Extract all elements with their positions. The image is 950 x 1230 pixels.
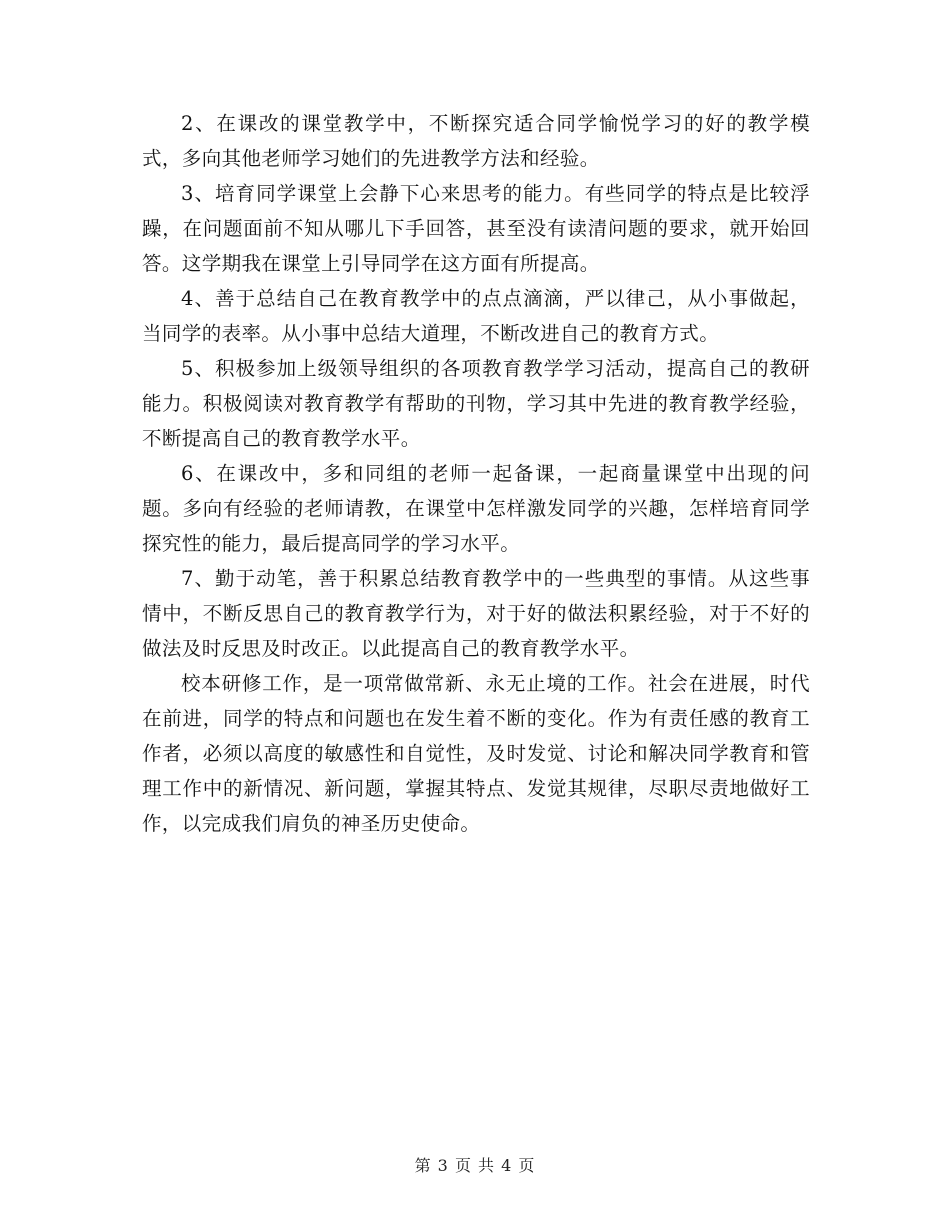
paragraph-item-5: 5、积极参加上级领导组织的各项教育教学学习活动，提高自己的教研能力。积极阅读对教育教学有帮助的刊物，学习其中先进的教育教学经验，不断提高自己的教育教学水平。	[142, 357, 810, 450]
page-number: 第 3 页 共 4 页	[414, 1156, 536, 1175]
body-text	[142, 106, 810, 841]
paragraph-item-7: 7、勤于动笔，善于积累总结教育教学中的一些典型的事情。从这些事情中，不断反思自己的教育教学行为，对于好的做法积累经验，对于不好的做法及时反思及时改正。以此提高自己的教育教学水平。	[142, 567, 810, 660]
paragraph-item-4: 4、善于总结自己在教育教学中的点点滴滴，严以律己，从小事做起，当同学的表率。从小事中总结大道理，不断改进自己的教育方式。	[142, 287, 810, 345]
paragraph-item-6: 6、在课改中，多和同组的老师一起备课，一起商量课堂中出现的问题。多向有经验的老师请教，在课堂中怎样激发同学的兴趣，怎样培育同学探究性的能力，最后提高同学的学习水平。	[142, 462, 810, 555]
paragraph-item-3: 3、培育同学课堂上会静下心来思考的能力。有些同学的特点是比较浮躁，在问题面前不知从哪儿下手回答，甚至没有读清问题的要求，就开始回答。这学期我在课堂上引导同学在这方面有所提高。	[142, 182, 810, 275]
paragraph-item-2: 2、在课改的课堂教学中，不断探究适合同学愉悦学习的好的教学模式，多向其他老师学习她们的先进教学方法和经验。	[142, 112, 810, 170]
page-footer	[0, 1153, 950, 1176]
paragraph-conclusion: 校本研修工作，是一项常做常新、永无止境的工作。社会在进展，时代在前进，同学的特点和问题也在发生着不断的变化。作为有责任感的教育工作者，必须以高度的敏感性和自觉性，及时发觉、讨论和解决同学教育和管理工作中的新情况、新问题，掌握其特点、发觉其规律，尽职尽责地做好工作，以完成我们肩负的神圣历史使命。	[142, 672, 810, 835]
